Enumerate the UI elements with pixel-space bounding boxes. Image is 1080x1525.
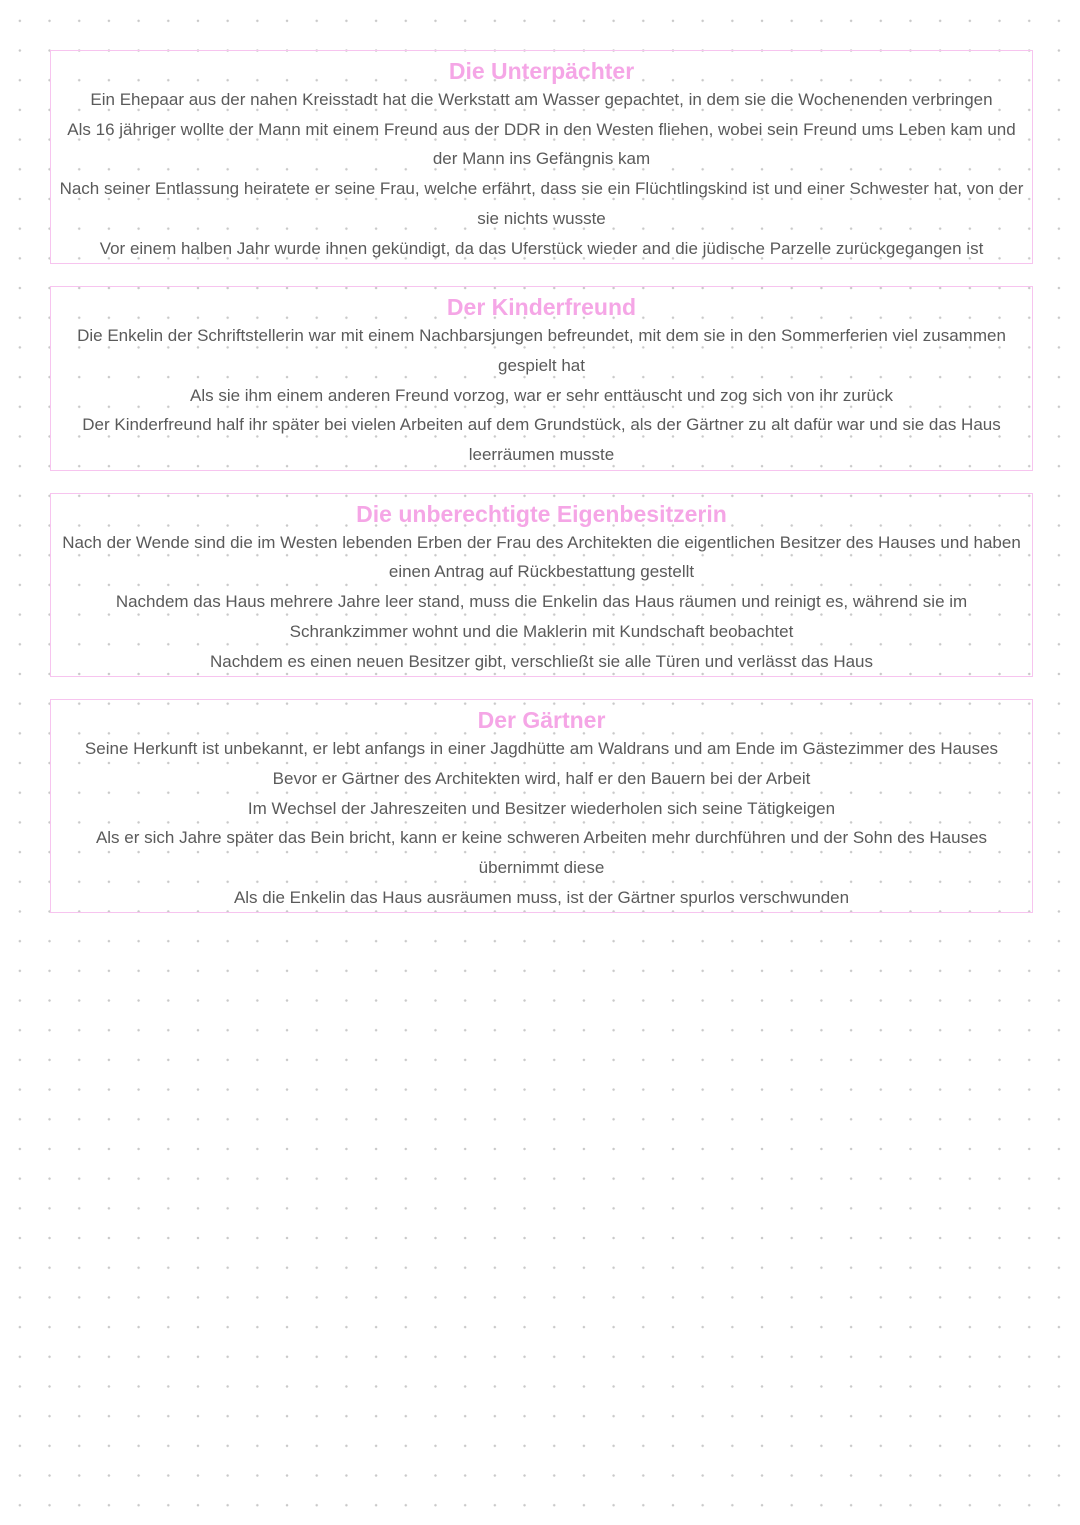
section-kinderfreund <box>50 286 1033 471</box>
section-text: Als er sich Jahre später das Bein bricht, kann er keine schweren Arbeiten mehr durchführen und der Sohn des Hauses übernimmt diese <box>95 828 988 878</box>
section-title: Die Unterpächter <box>448 58 635 84</box>
section-text: Als die Enkelin das Haus ausräumen muss, ist der Gärtner spurlos verschwunden <box>233 887 850 907</box>
document-page <box>50 50 1033 913</box>
section-title: Der Kinderfreund <box>446 294 637 321</box>
section-text: Nachdem es einen neuen Besitzer gibt, verschließt sie alle Türen und verlässt das Haus <box>209 651 874 671</box>
section-title: Die unberechtigte Eigenbesitzerin <box>356 500 727 527</box>
section-eigenbesitzerin <box>50 493 1033 678</box>
section-body <box>59 85 1024 263</box>
section-body <box>59 321 1024 470</box>
section-text: Seine Herkunft ist unbekannt, er lebt anfangs in einer Jagdhütte am Waldrans und am Ende im Gästezimmer des Hauses <box>84 739 999 759</box>
section-gaertner <box>50 699 1033 913</box>
section-text: Als sie ihm einem anderen Freund vorzog, war er sehr enttäuscht und zog sich von ihr zurück <box>189 385 893 405</box>
section-text: Der Kinderfreund half ihr später bei vielen Arbeiten auf dem Grundstück, als der Gärtner zu alt dafür war und sie das Haus leerräumen musste <box>82 415 1001 465</box>
section-body <box>59 528 1024 677</box>
section-text: Als 16 jähriger wollte der Mann mit einem Freund aus der DDR in den Westen fliehen, wobei sein Freund ums Leben kam und der Mann ins Gefängnis kam <box>67 119 1016 169</box>
section-text: Ein Ehepaar aus der nahen Kreisstadt hat die Werkstatt am Wasser gepachtet, in dem sie die Wochenenden verbringen <box>90 90 993 109</box>
section-text: Im Wechsel der Jahreszeiten und Besitzer wiederholen sich seine Tätigkeigen <box>247 798 836 818</box>
section-text: Nach seiner Entlassung heiratete er seine Frau, welche erfährt, dass sie ein Flüchtlingskind ist und einer Schwester hat, von der sie nichts wusste <box>59 179 1024 228</box>
section-title: Der Gärtner <box>477 707 606 734</box>
section-text: Vor einem halben Jahr wurde ihnen gekündigt, da das Uferstück wieder and die jüdische Parzelle zurückgegangen ist <box>99 238 984 258</box>
section-body <box>59 734 1024 912</box>
section-text: Nach der Wende sind die im Westen lebenden Erben der Frau des Architekten die eigentlichen Besitzer des Hauses und haben einen Antrag auf Rückbestattung gestellt <box>62 532 1021 582</box>
section-text: Die Enkelin der Schriftstellerin war mit einem Nachbarsjungen befreundet, mit dem sie in den Sommerferien viel zusammen gespielt hat <box>77 326 1006 375</box>
section-text: Nachdem das Haus mehrere Jahre leer stand, muss die Enkelin das Haus räumen und reinigt es, während sie im Schrankzimmer wohnt und die Maklerin mit Kundschaft beobachtet <box>115 592 968 641</box>
section-text: Bevor er Gärtner des Architekten wird, half er den Bauern bei der Arbeit <box>272 768 811 788</box>
section-unterpaechter <box>50 50 1033 264</box>
